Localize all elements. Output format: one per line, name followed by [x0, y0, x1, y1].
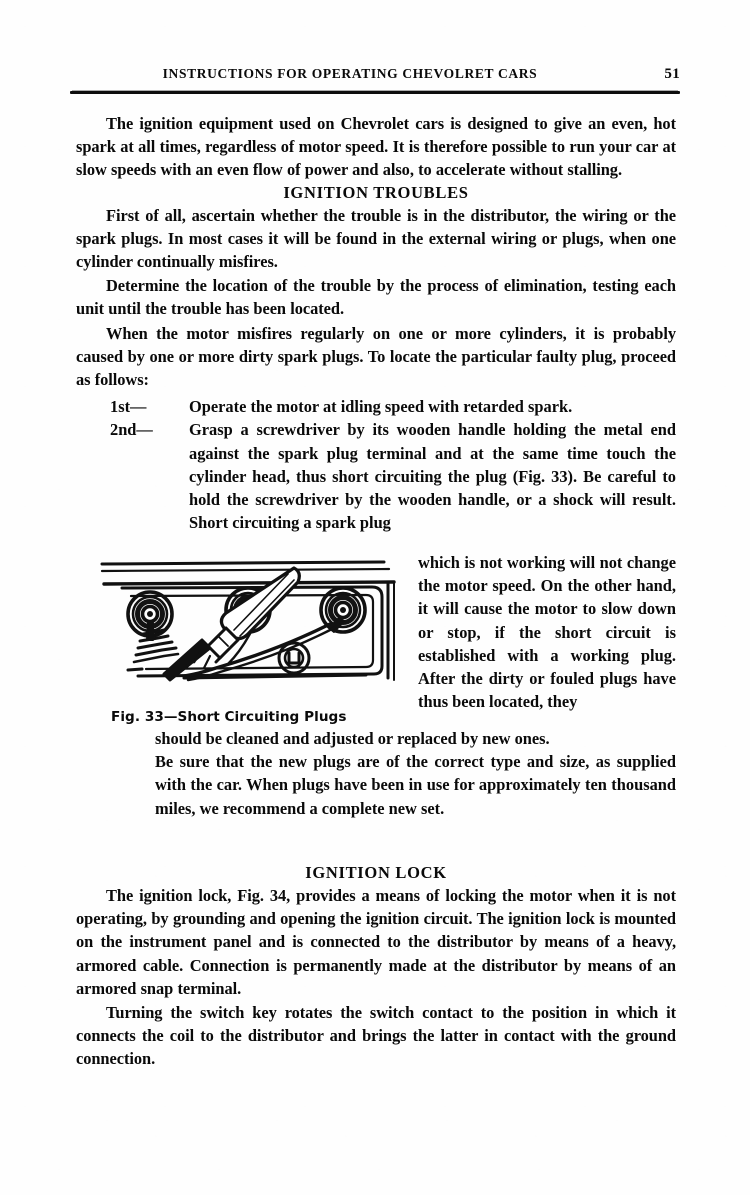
troubles-paragraph-3: When the motor misfires regularly on one or more cylinders, it is probably caused by one or more dirty spark plugs. To locate the particular faulty plug, proceed as follows: — [76, 323, 676, 390]
procedure-step — [110, 418, 676, 534]
procedure-steps — [76, 395, 676, 534]
figure-wrap-text: which is not working will not change the motor speed. On the other hand, it will cause the motor to slow down or stop, if the short circuit is established with a working plug. After the dirty or fouled plugs have thus been located, they — [418, 553, 676, 712]
text-after-figure — [155, 727, 676, 820]
section-heading-ignition-lock: IGNITION LOCK — [305, 863, 447, 882]
lock-paragraph-1: The ignition lock, Fig. 34, provides a means of locking the motor when it is not operating, by grounding and opening the ignition circuit. The ignition lock is mounted on the instrument panel and is connected to the distributor by means of a heavy, armored cable. Connection is permanently made at the distributor by means of an armored snap terminal. — [76, 886, 676, 998]
running-head — [70, 66, 680, 88]
after-figure-line: should be cleaned and adjusted or replaced by new ones. — [155, 729, 550, 748]
intro-paragraph: The ignition equipment used on Chevrolet cars is designed to give an even, hot spark at all times, regardless of motor speed. It is therefore possible to run your car at slow speeds with an even flow of power and also, to accelerate without stalling. — [76, 114, 676, 180]
section-heading-ignition-troubles: IGNITION TROUBLES — [283, 182, 469, 202]
troubles-paragraph-2: Determine the location of the trouble by the process of elimination, testing each unit until the trouble has been located. — [76, 276, 676, 319]
text-column-lower — [76, 862, 676, 1071]
troubles-paragraph-1: First of all, ascertain whether the trouble is in the distributor, the wiring or the spark plugs. In most cases it will be found in the external wiring or plugs, when one cylinder continually misfires. — [76, 205, 676, 272]
figure-33-caption: Fig. 33—Short Circuiting Plugs — [111, 709, 347, 725]
step-marker: 1st— — [110, 397, 147, 417]
page-number: 51 — [664, 66, 680, 82]
step-text: Grasp a screwdriver by its wooden handle holding the metal end against the spark plug terminal and at the same time touch the cylinder head, thus short circuiting the plug (Fig. 33). Be careful to hold the screwdriver by the wooden handle, or a shock will result. Short circuiting a spark plug — [189, 420, 676, 533]
running-head-title: INSTRUCTIONS FOR OPERATING CHEVOLRET CARS — [162, 66, 538, 81]
figure-33-illustration — [98, 558, 396, 686]
lock-paragraph-2: Turning the switch key rotates the switch contact to the position in which it connects the coil to the distributor and brings the latter in contact with the ground connection. — [76, 1003, 676, 1069]
step-text: Operate the motor at idling speed with retarded spark. — [189, 397, 573, 417]
header-rule — [70, 91, 680, 94]
step-marker: 2nd— — [110, 420, 153, 440]
after-figure-paragraph: Be sure that the new plugs are of the correct type and size, as supplied with the car. When plugs have been in use for approximately ten thousand miles, we recommend a complete new set. — [155, 752, 676, 818]
text-column-upper — [76, 112, 676, 534]
procedure-step — [110, 395, 676, 418]
